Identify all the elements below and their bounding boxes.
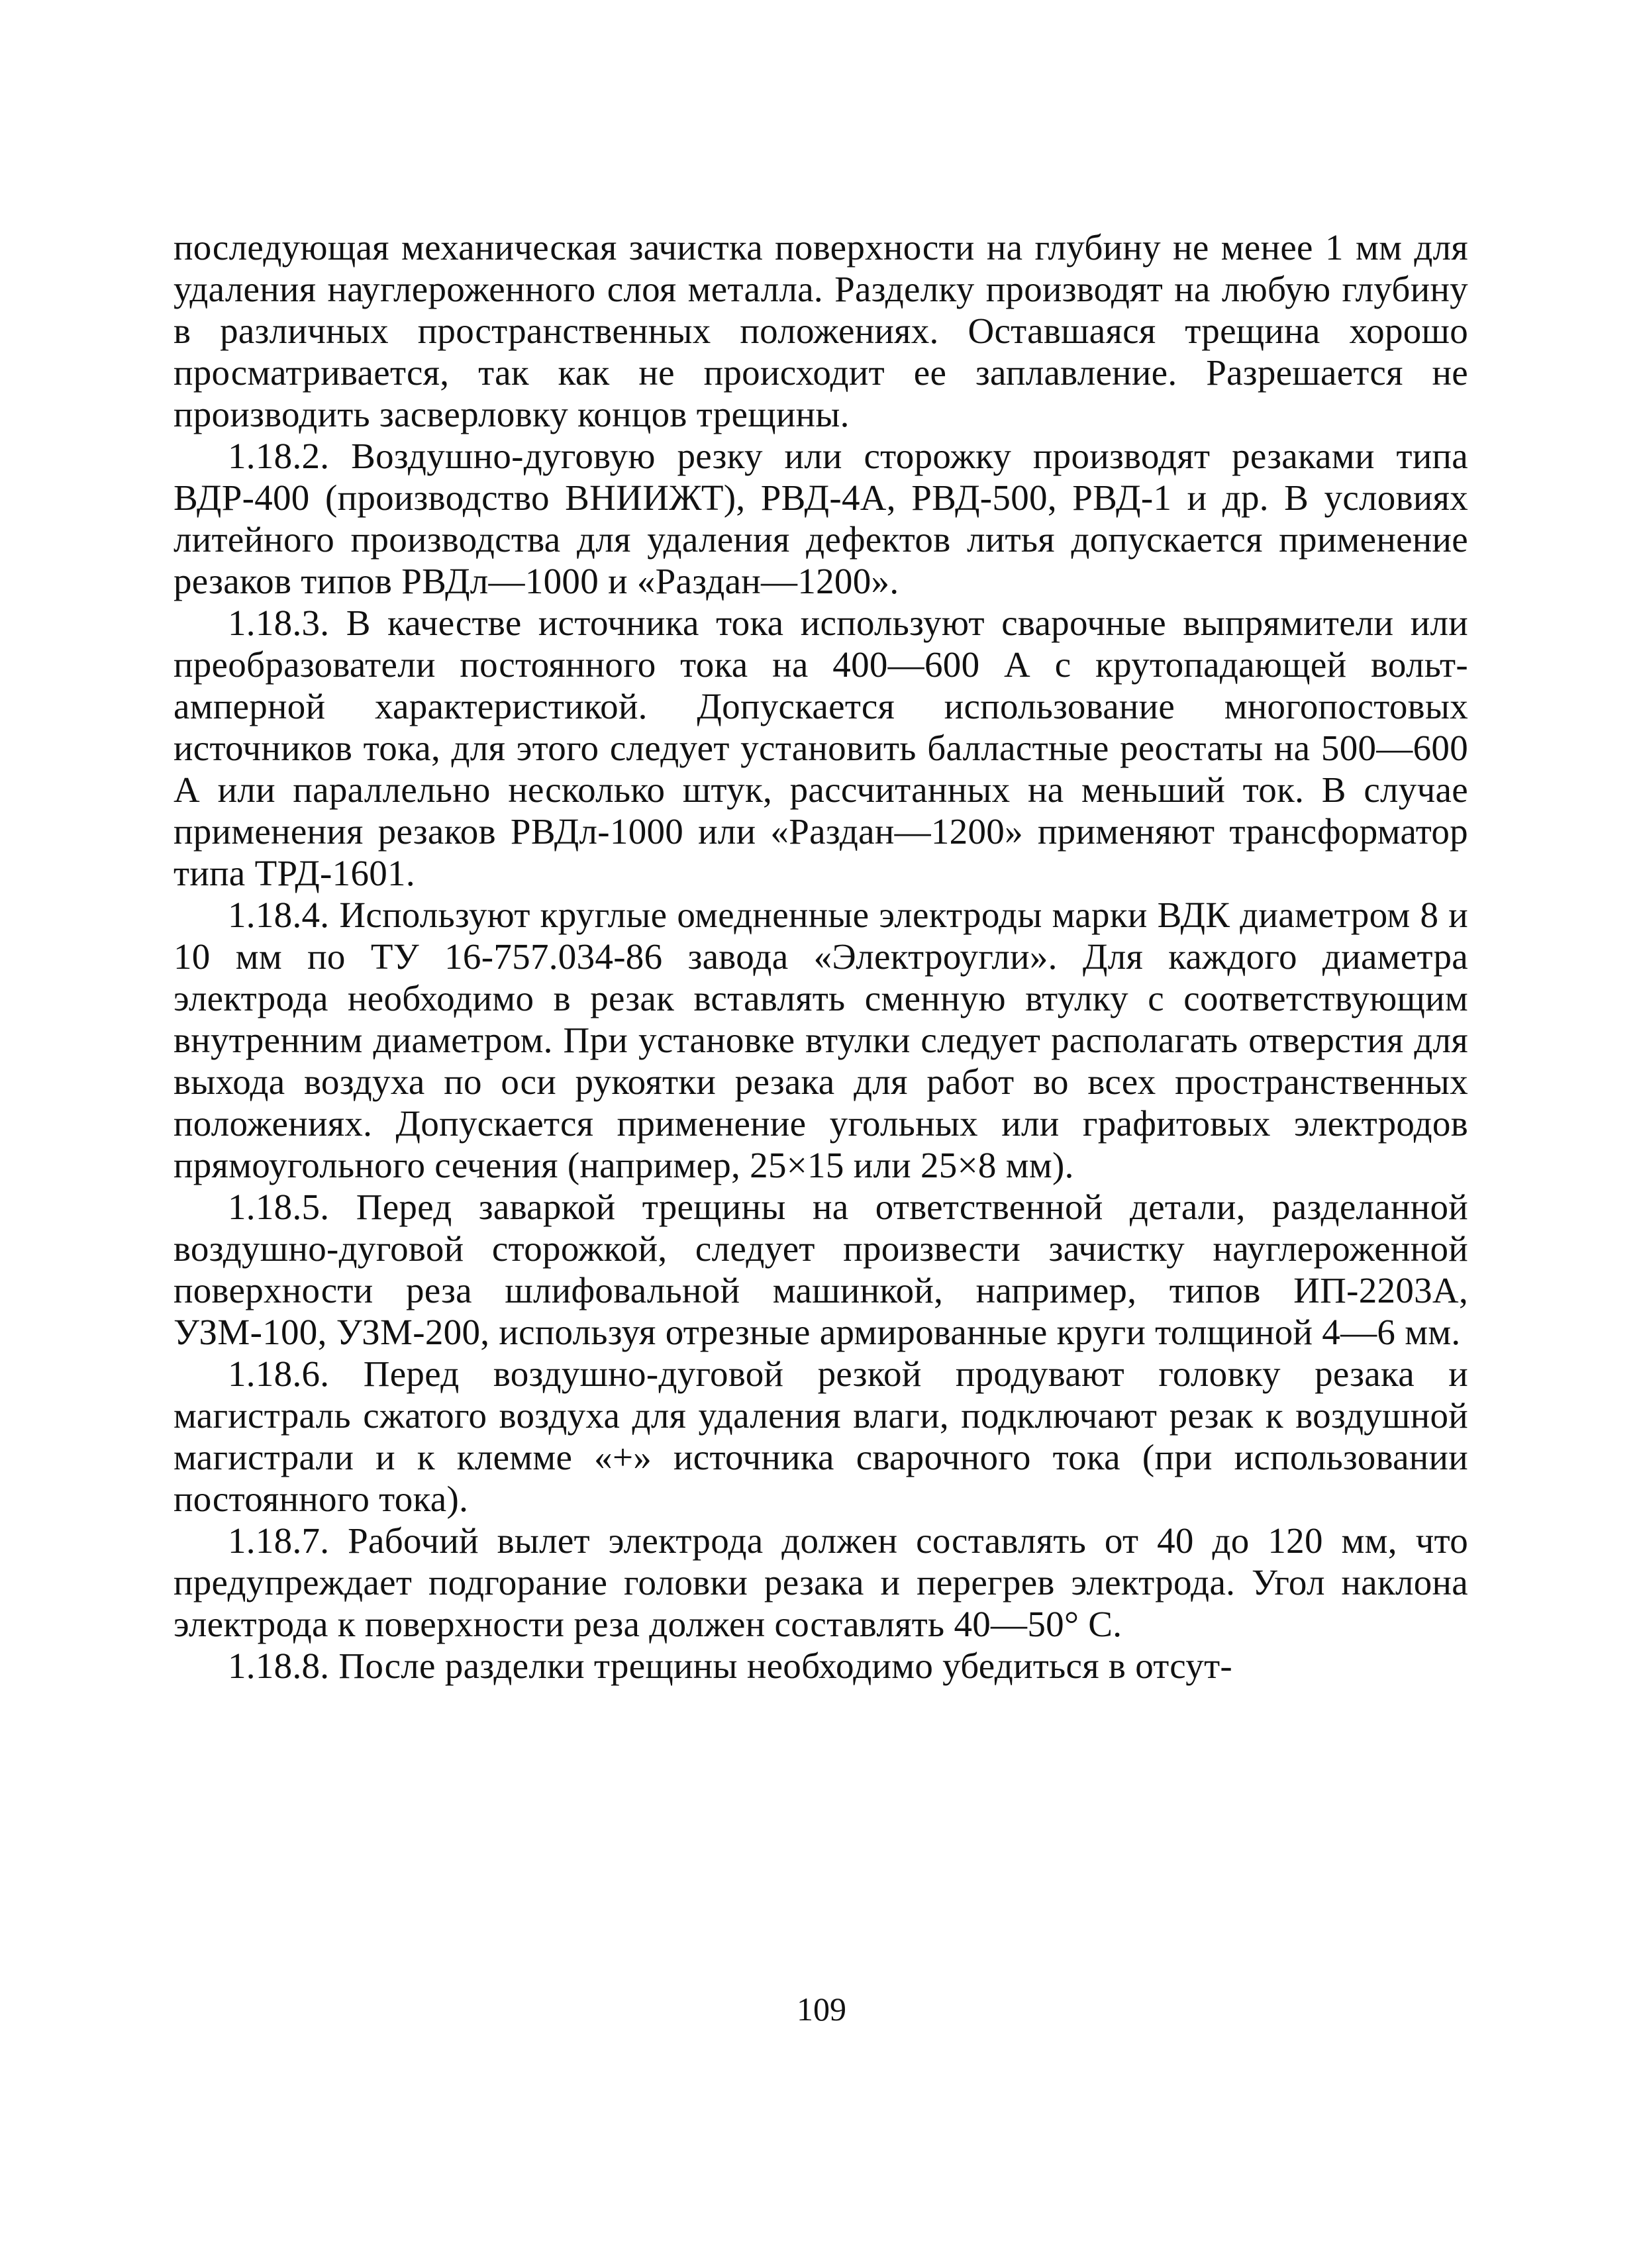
paragraph-1-18-6: 1.18.6. Перед воздушно-дуговой резкой продувают головку резака и магистраль сжатого воздуха для удаления влаги, подключают резак к воздушной магистрали и к клемме «+» источника сварочного тока (при использовании постоянного тока). — [174, 1354, 1468, 1519]
paragraph-1-18-8: 1.18.8. После разделки трещины необходимо убедиться в отсут- — [228, 1646, 1233, 1686]
body-text — [174, 226, 1468, 1687]
paragraph-1-18-3: 1.18.3. В качестве источника тока используют сварочные выпрямители или преобразователи постоянного тока на 400—600 А с крутопадающей вольт-амперной характеристикой. Допускается использование многопостовых источников тока, для этого следует установить балластные реостаты на 500—600 А или параллельно несколько штук, рассчитанных на меньший ток. В случае применения резаков РВДл-1000 или «Раздан—1200» применяют трансформатор типа ТРД-1601. — [174, 603, 1468, 893]
paragraph-1-18-5: 1.18.5. Перед заваркой трещины на ответственной детали, разделанной воздушно-дуговой сторожкой, следует произвести зачистку науглероженной поверхности реза шлифовальной машинкой, например, типов ИП-2203А, УЗМ-100, УЗМ-200, используя отрезные армированные круги толщиной 4—6 мм. — [174, 1187, 1468, 1352]
paragraph-1-18-2: 1.18.2. Воздушно-дуговую резку или сторожку производят резаками типа ВДР-400 (производство ВНИИЖТ), РВД-4А, РВД-500, РВД-1 и др. В условиях литейного производства для удаления дефектов литья допускается применение резаков типов РВДл—1000 и «Раздан—1200». — [174, 436, 1468, 601]
paragraph-1-18-4: 1.18.4. Используют круглые омедненные электроды марки ВДК диаметром 8 и 10 мм по ТУ 16-757.034-86 завода «Электроугли». Для каждого диаметра электрода необходимо в резак вставлять сменную втулку с соответствующим внутренним диаметром. При установке втулки следует располагать отверстия для выхода воздуха по оси рукоятки резака для работ во всех пространственных положениях. Допускается применение угольных или графитовых электродов прямоугольного сечения (например, 25×15 или 25×8 мм). — [174, 895, 1468, 1185]
paragraph-continuation: последующая механическая зачистка поверхности на глубину не менее 1 мм для удаления науглероженного слоя металла. Разделку производят на любую глубину в различных пространственных положениях. Оставшаяся трещина хорошо просматривается, так как не происходит ее заплавление. Разрешается не производить засверловку концов трещины. — [174, 227, 1468, 434]
page-number: 109 — [797, 1991, 846, 2028]
paragraph-1-18-7: 1.18.7. Рабочий вылет электрода должен составлять от 40 до 120 мм, что предупреждает подгорание головки резака и перегрев электрода. Угол наклона электрода к поверхности реза должен составлять 40—50° С. — [174, 1520, 1468, 1644]
